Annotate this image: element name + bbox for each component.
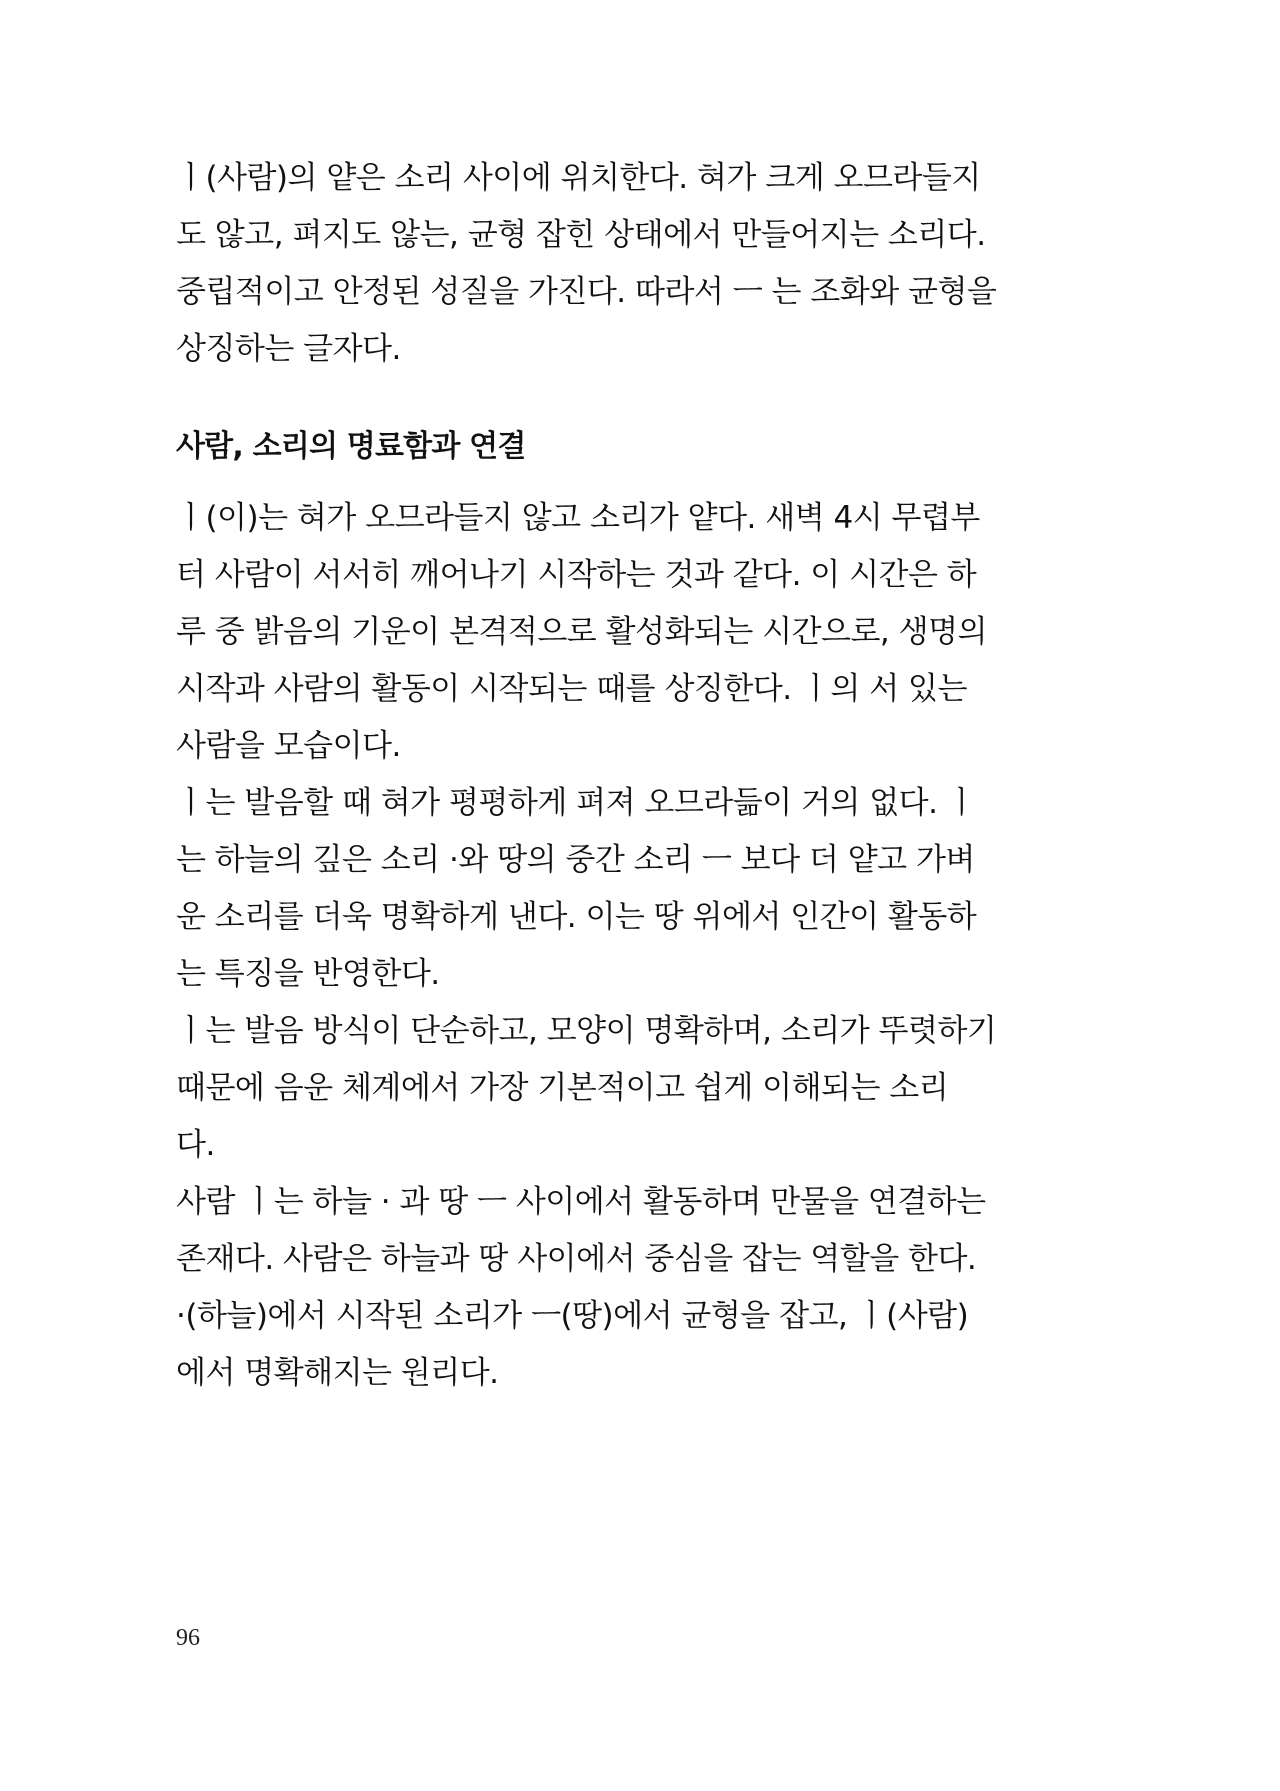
text-line: 중립적이고 안정된 성질을 가진다. 따라서 ㅡ 는 조화와 균형을	[176, 274, 997, 310]
text-line: 도 않고, 펴지도 않는, 균형 잡힌 상태에서 만들어지는 소리다.	[176, 217, 986, 253]
section-body	[176, 490, 996, 1402]
text-line: 사람 ㅣ는 하늘 · 과 땅 ㅡ 사이에서 활동하며 만물을 연결하는	[176, 1184, 986, 1220]
text-line: 때문에 음운 체계에서 가장 기본적이고 쉽게 이해되는 소리	[176, 1070, 949, 1106]
text-line: 상징하는 글자다.	[176, 331, 401, 367]
text-line: 운 소리를 더욱 명확하게 낸다. 이는 땅 위에서 인간이 활동하	[176, 899, 977, 935]
page-number: 96	[176, 1625, 200, 1651]
text-line: 는 하늘의 깊은 소리 ·와 땅의 중간 소리 ㅡ 보다 더 얕고 가벼	[176, 842, 975, 878]
text-line: 사람을 모습이다.	[176, 728, 401, 764]
text-line: ㅣ는 발음 방식이 단순하고, 모양이 명확하며, 소리가 뚜렷하기	[176, 1013, 997, 1049]
text-line: 루 중 밝음의 기운이 본격적으로 활성화되는 시간으로, 생명의	[176, 614, 987, 650]
text-line: ㅣ는 발음할 때 혀가 평평하게 펴져 오므라듦이 거의 없다. ㅣ	[176, 785, 977, 821]
text-line: 에서 명확해지는 원리다.	[176, 1355, 499, 1391]
text-line: 터 사람이 서서히 깨어나기 시작하는 것과 같다. 이 시간은 하	[176, 557, 977, 593]
text-line: 시작과 사람의 활동이 시작되는 때를 상징한다. ㅣ의 서 있는	[176, 671, 967, 707]
text-line: 다.	[176, 1127, 215, 1163]
text-line: 는 특징을 반영한다.	[176, 956, 440, 992]
intro-paragraph	[176, 150, 996, 378]
text-line: ·(하늘)에서 시작된 소리가 ㅡ(땅)에서 균형을 잡고, ㅣ(사람)	[176, 1298, 969, 1334]
text-line: ㅣ(이)는 혀가 오므라들지 않고 소리가 얕다. 새벽 4시 무렵부	[176, 500, 980, 536]
section-heading: 사람, 소리의 명료함과 연결	[176, 429, 526, 464]
text-line: 존재다. 사람은 하늘과 땅 사이에서 중심을 잡는 역할을 한다.	[176, 1241, 977, 1277]
text-line: ㅣ(사람)의 얕은 소리 사이에 위치한다. 혀가 크게 오므라들지	[176, 160, 981, 196]
